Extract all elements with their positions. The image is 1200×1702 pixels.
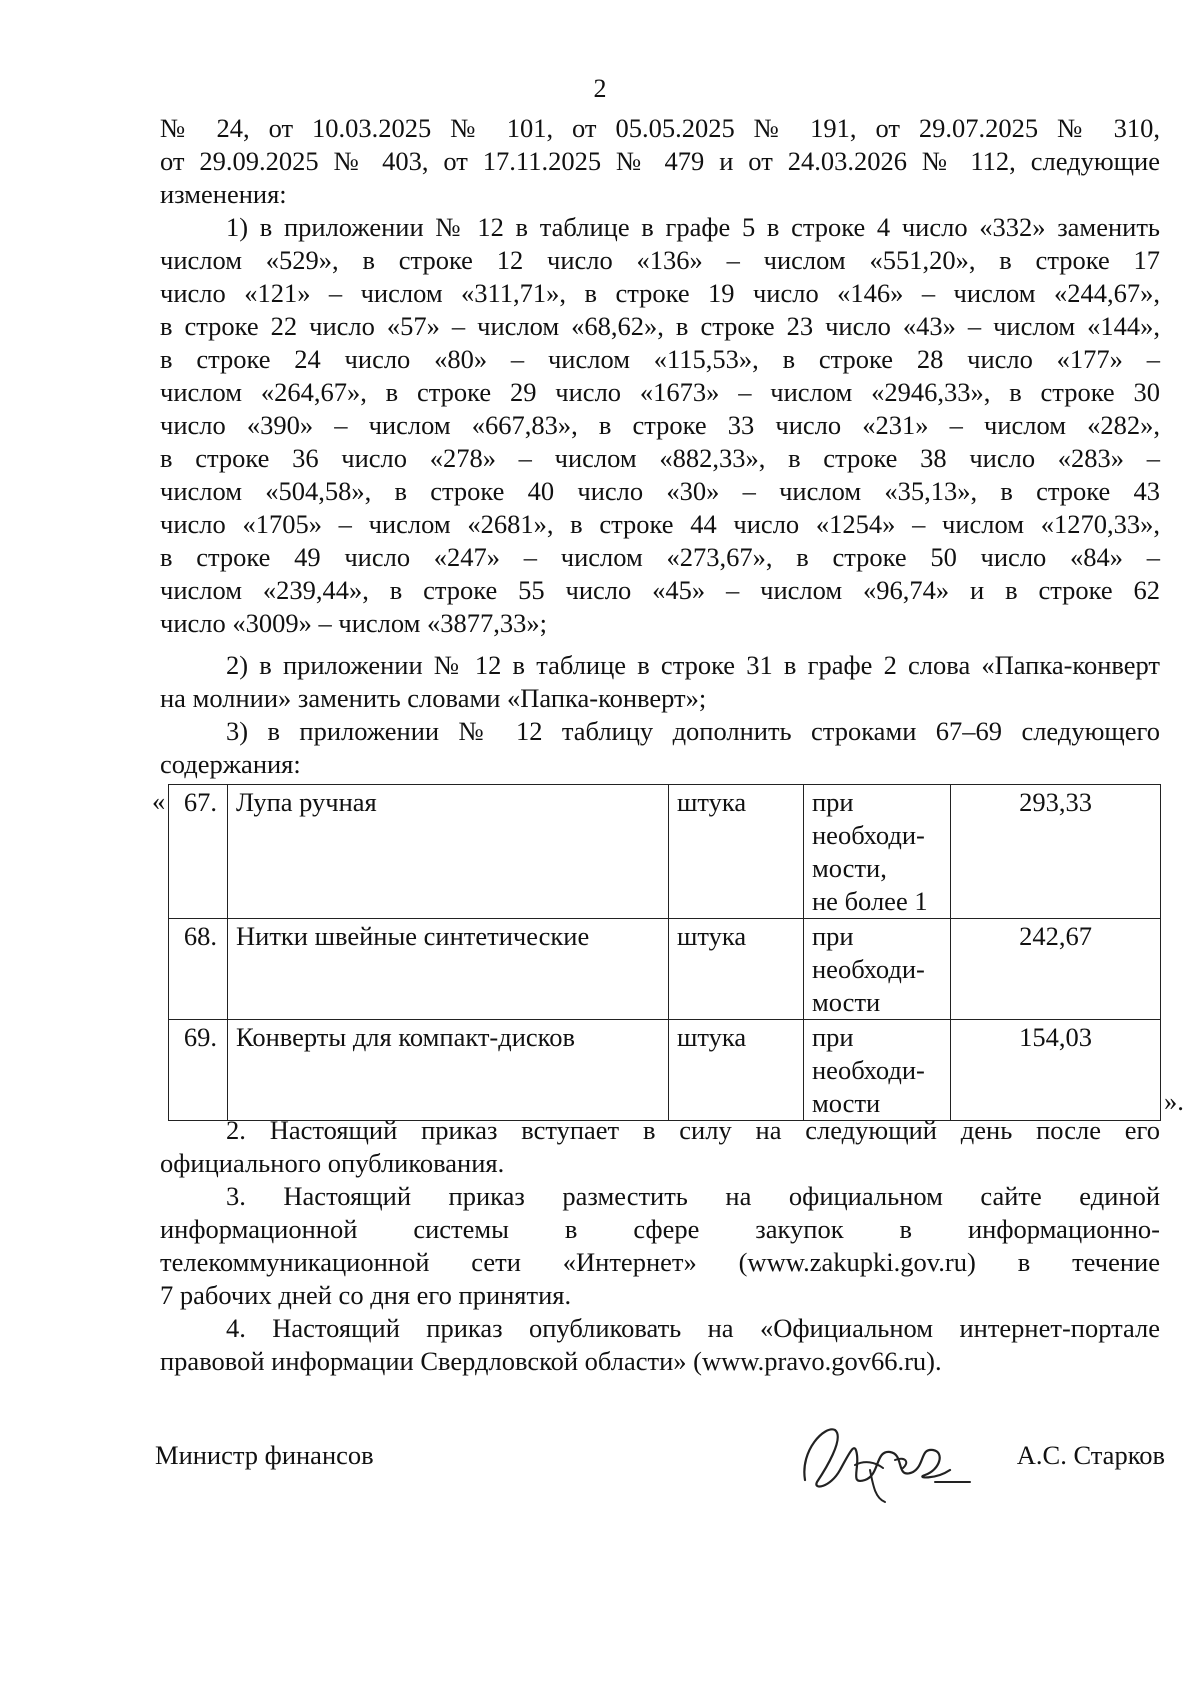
signatory-name: А.С. Старков [1016,1440,1165,1470]
text-line: 3) в приложении № 12 таблицу дополнить строками 67–69 следующего [226,716,1160,746]
text-line: изменения: [160,179,287,209]
unit: штука [669,919,804,1020]
text-line: от 29.09.2025 № 403, от 17.11.2025 № 479 и от 24.03.2026 № 112, следующие [160,146,1160,176]
text-line: число «390» – числом «667,83», в строке 33 число «231» – числом «282», [160,410,1160,440]
text-line: правовой информации Свердловской области» (www.pravo.gov66.ru). [160,1346,942,1376]
text-line: № 24, от 10.03.2025 № 101, от 05.05.2025 № 191, от 29.07.2025 № 310, [160,113,1160,143]
item-3-paragraph [160,715,1160,781]
text-line: число «1705» – числом «2681», в строке 44 число «1254» – числом «1270,33», [160,509,1160,539]
unit: штука [669,1020,804,1121]
text-line: 2. Настоящий приказ вступает в силу на следующий день после его [226,1115,1160,1145]
text-line: 1) в приложении № 12 в таблице в графе 5 в строке 4 число «332» заменить [226,212,1160,242]
paragraph-3 [160,1180,1160,1312]
intro-paragraph [160,112,1160,211]
quantity: при необходи- мости [804,1020,951,1121]
row-number: 69. [169,1020,228,1121]
text-line: информационной системы в сфере закупок в информационно- [160,1214,1160,1244]
handwritten-signature-icon [795,1410,975,1510]
table-row [169,1020,1161,1121]
table-row [169,919,1161,1020]
text-line: числом «529», в строке 12 число «136» – числом «551,20», в строке 17 [160,245,1160,275]
quantity: при необходи- мости, не более 1 [804,785,951,919]
text-line: 2) в приложении № 12 в таблице в строке 31 в графе 2 слова «Папка-конверт [226,650,1160,680]
signatory-position: Министр финансов [155,1440,374,1470]
price: 154,03 [951,1020,1161,1121]
item-1-paragraph [160,211,1160,640]
closing-quote: ». [1164,1086,1184,1116]
text-line: число «121» – числом «311,71», в строке 19 число «146» – числом «244,67», [160,278,1160,308]
table-row [169,785,1161,919]
item-name: Нитки швейные синтетические [228,919,669,1020]
paragraph-4 [160,1312,1160,1378]
text-line: телекоммуникационной сети «Интернет» (www.zakupki.gov.ru) в течение [160,1247,1160,1277]
opening-quote: « [152,786,166,816]
text-line: в строке 24 число «80» – числом «115,53», в строке 28 число «177» – [160,344,1160,374]
price: 242,67 [951,919,1161,1020]
text-line: на молнии» заменить словами «Папка-конверт»; [160,683,707,713]
text-line: в строке 22 число «57» – числом «68,62», в строке 23 число «43» – числом «144», [160,311,1160,341]
unit: штука [669,785,804,919]
price: 293,33 [951,785,1161,919]
text-line: 3. Настоящий приказ разместить на официальном сайте единой [226,1181,1160,1211]
page-number: 2 [593,74,607,103]
row-number: 68. [169,919,228,1020]
text-line: 7 рабочих дней со дня его принятия. [160,1280,572,1310]
text-line: в строке 49 число «247» – числом «273,67», в строке 50 число «84» – [160,542,1160,572]
text-line: числом «504,58», в строке 40 число «30» – числом «35,13», в строке 43 [160,476,1160,506]
row-number: 67. [169,785,228,919]
paragraph-2 [160,1114,1160,1180]
text-line: в строке 36 число «278» – числом «882,33», в строке 38 число «283» – [160,443,1160,473]
text-line: 4. Настоящий приказ опубликовать на «Официальном интернет-портале [226,1313,1160,1343]
text-line: содержания: [160,749,301,779]
item-name: Конверты для компакт-дисков [228,1020,669,1121]
item-name: Лупа ручная [228,785,669,919]
quantity: при необходи- мости [804,919,951,1020]
item-2-paragraph [160,649,1160,715]
text-line: числом «239,44», в строке 55 число «45» – числом «96,74» и в строке 62 [160,575,1160,605]
amendment-table [168,784,1161,1121]
text-line: числом «264,67», в строке 29 число «1673» – числом «2946,33», в строке 30 [160,377,1160,407]
text-line: официального опубликования. [160,1148,505,1178]
text-line: число «3009» – числом «3877,33»; [160,608,547,638]
